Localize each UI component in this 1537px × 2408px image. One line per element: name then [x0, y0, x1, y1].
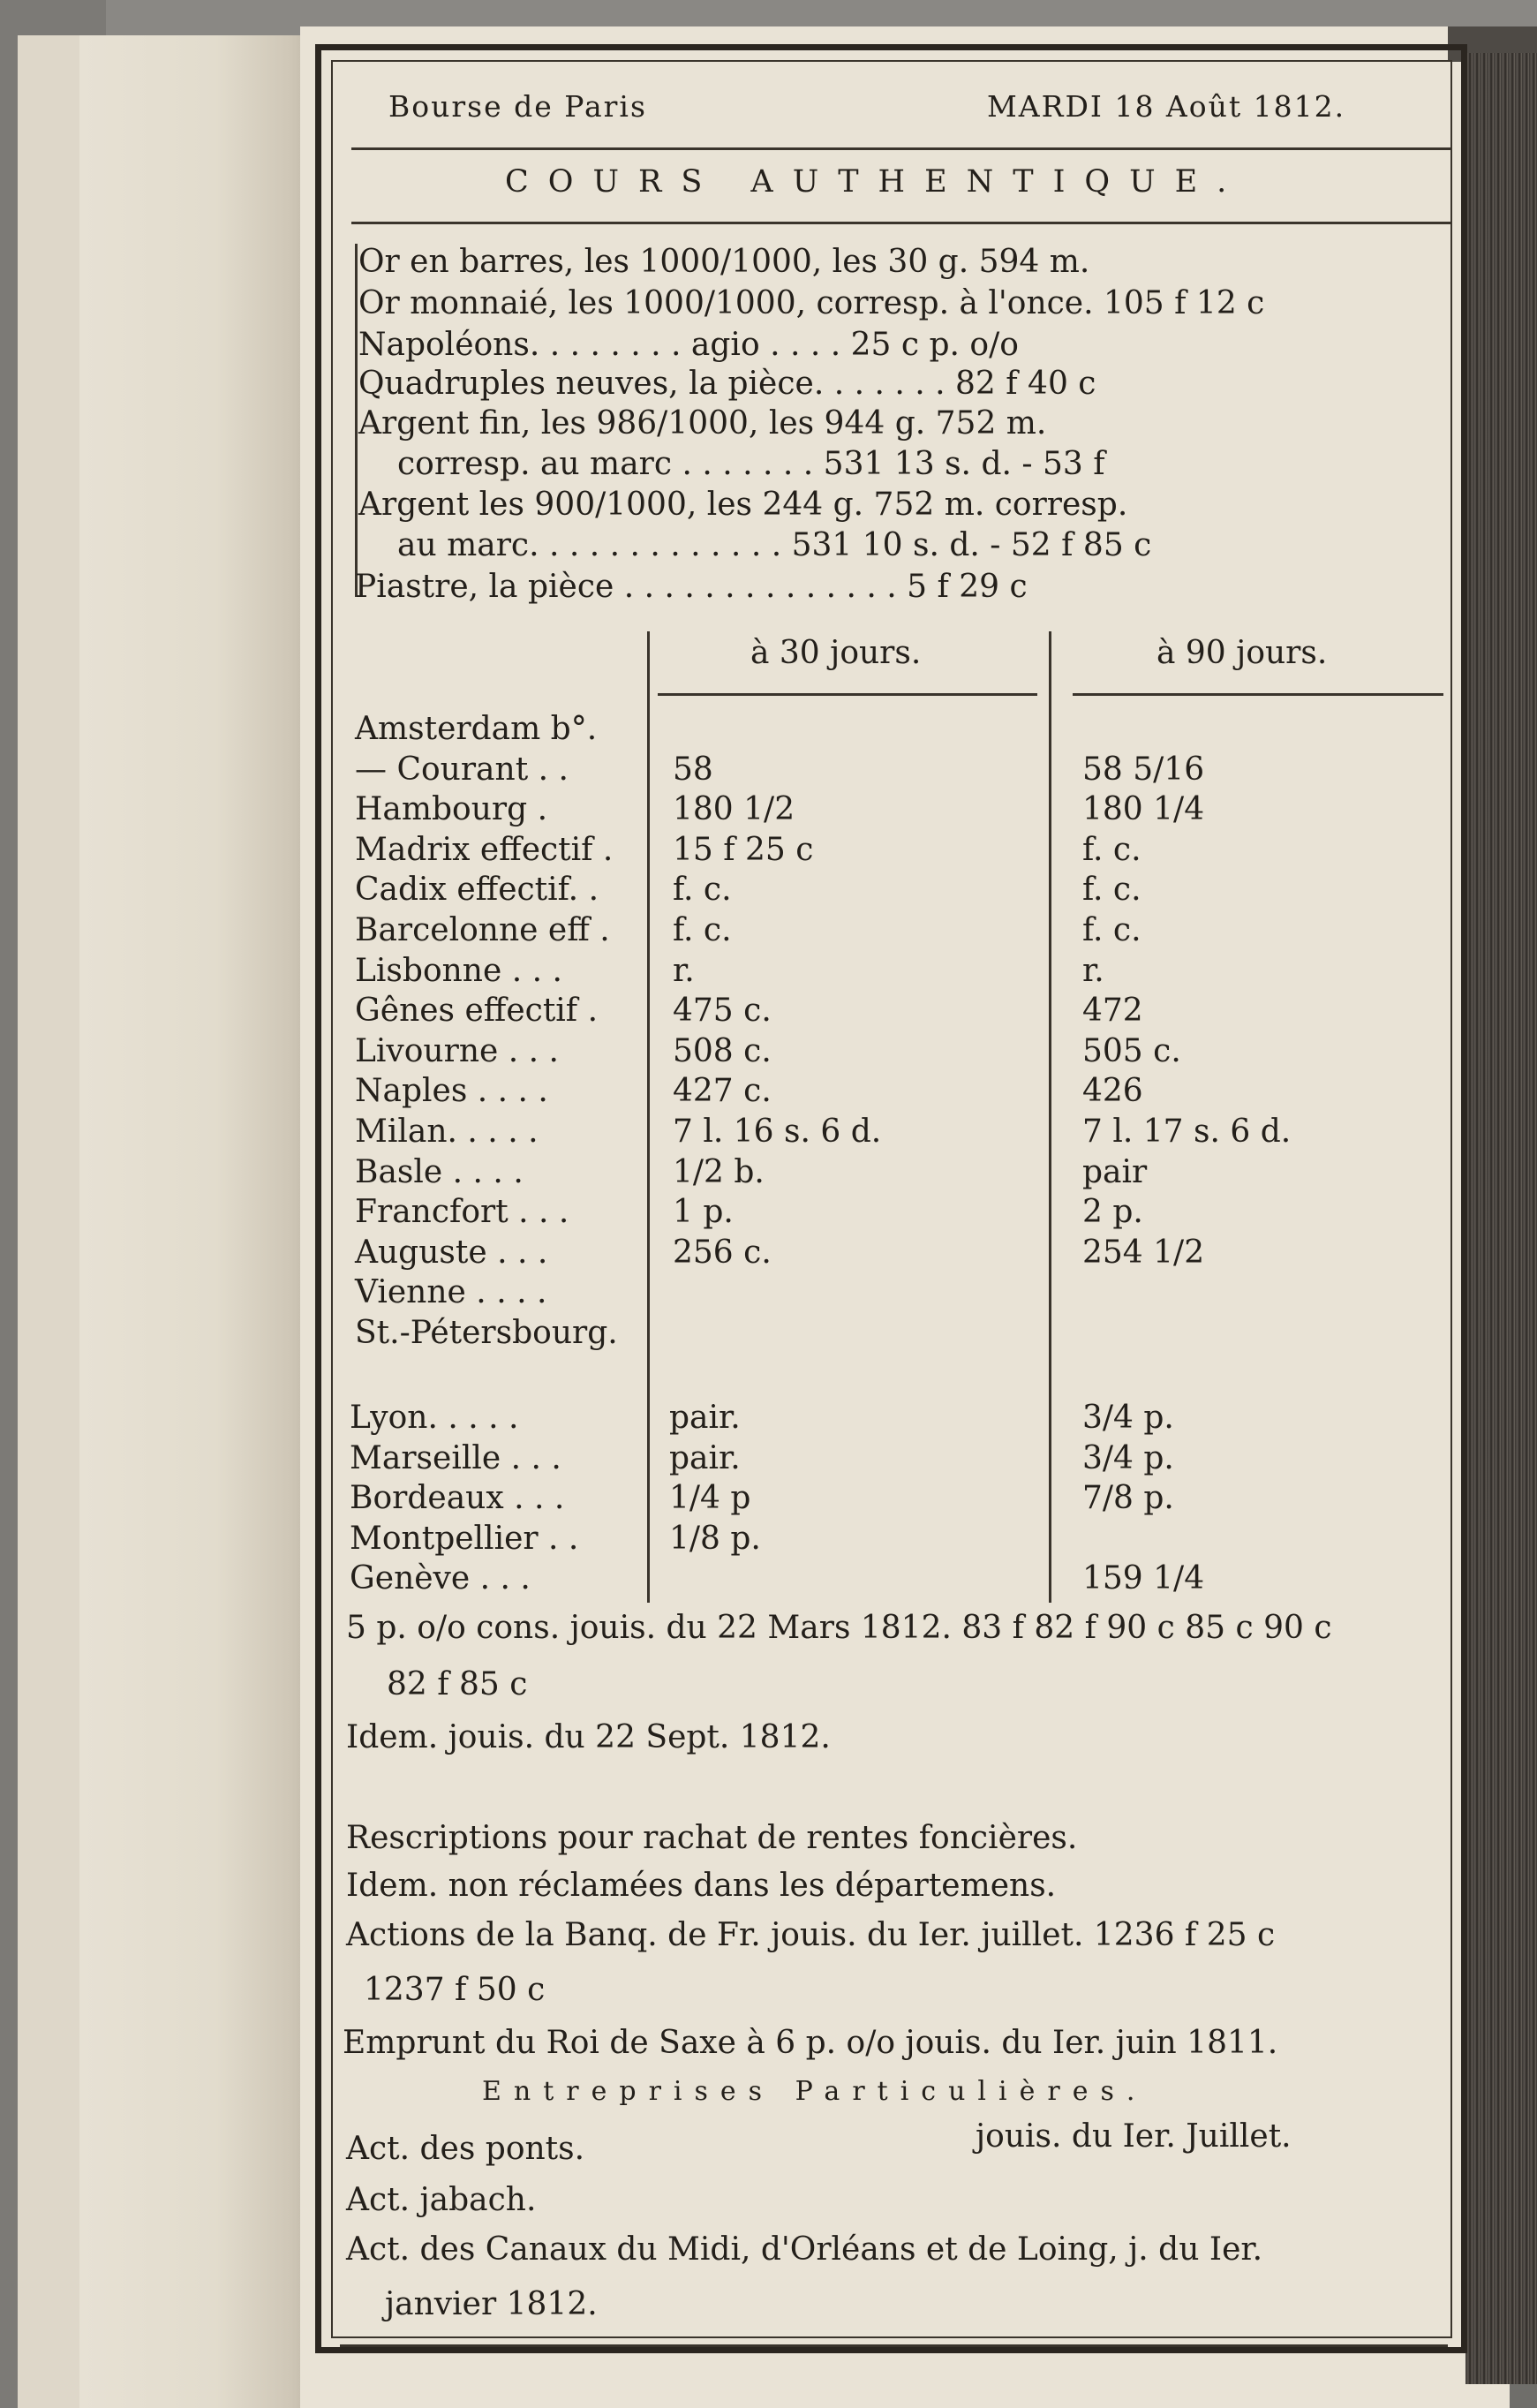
domestic-value-30: 1/4 p [669, 1480, 751, 1516]
metal-line: Or en barres, les 1000/1000, les 30 g. 594 m. [358, 244, 1090, 280]
exchange-city: Livourne . . . [355, 1033, 559, 1069]
enterprise-line: Act. des Canaux du Midi, d'Orléans et de Loing, j. du Ier. [346, 2231, 1263, 2268]
exchange-value-90: f. c. [1082, 832, 1141, 868]
title-rule [351, 222, 1450, 224]
page-title: COURS AUTHENTIQUE. [505, 164, 1247, 200]
header-rule [351, 147, 1450, 150]
domestic-city: Marseille . . . [350, 1440, 561, 1476]
exchange-value-30: 180 1/2 [673, 791, 795, 827]
exchange-value-90: 254 1/2 [1082, 1234, 1205, 1271]
exchange-city: Naples . . . . [355, 1073, 548, 1109]
exchange-value-90: r. [1082, 953, 1104, 989]
metal-line: au marc. . . . . . . . . . . . . 531 10 s. d. - 52 f 85 c [397, 527, 1152, 563]
exchange-value-30: 427 c. [673, 1073, 772, 1109]
page-stack [1465, 53, 1537, 2384]
book-gutter [79, 35, 327, 2408]
exchange-value-90: f. c. [1082, 912, 1141, 948]
domestic-value-90: 159 1/4 [1082, 1560, 1205, 1597]
column-header-30: à 30 jours. [750, 635, 922, 671]
domestic-value-30: 1/8 p. [669, 1521, 761, 1557]
column-rule-90 [1073, 693, 1443, 696]
exchange-city: Lisbonne . . . [355, 953, 562, 989]
exchange-value-90: 505 c. [1082, 1033, 1181, 1069]
exchange-value-90: 7 l. 17 s. 6 d. [1082, 1113, 1292, 1150]
exchange-value-30: f. c. [673, 872, 732, 908]
exchange-city: Hambourg . [355, 791, 548, 827]
metal-line: Argent fin, les 986/1000, les 944 g. 752 m. [358, 405, 1047, 442]
exchange-value-30: 15 f 25 c [673, 832, 814, 868]
enterprise-line: Act. jabach. [346, 2182, 537, 2218]
fund-line: 5 p. o/o cons. jouis. du 22 Mars 1812. 83 f 82 f 90 c 85 c 90 c [346, 1610, 1332, 1646]
fund-line: Rescriptions pour rachat de rentes foncières. [346, 1820, 1078, 1856]
metal-line: Or monnaié, les 1000/1000, corresp. à l'once. 105 f 12 c [358, 285, 1265, 321]
domestic-value-30: pair. [669, 1400, 741, 1436]
table-divider-1 [647, 631, 650, 1603]
exchange-city: St.-Pétersbourg. [355, 1315, 618, 1351]
exchange-value-30: r. [673, 953, 695, 989]
exchange-value-90: pair [1082, 1154, 1148, 1190]
domestic-city: Genève . . . [350, 1560, 531, 1597]
metal-line: Argent les 900/1000, les 244 g. 752 m. corresp. [358, 487, 1128, 523]
exchange-city: Cadix effectif. . [355, 872, 599, 908]
domestic-city: Lyon. . . . . [350, 1400, 519, 1436]
fund-line: Idem. jouis. du 22 Sept. 1812. [346, 1719, 831, 1755]
exchange-city: Vienne . . . . [355, 1274, 547, 1310]
domestic-value-90: 7/8 p. [1082, 1480, 1174, 1516]
exchange-city: Amsterdam b°. [355, 711, 598, 747]
exchange-value-30: 508 c. [673, 1033, 772, 1069]
exchange-value-30: 7 l. 16 s. 6 d. [673, 1113, 882, 1150]
metal-line: corresp. au marc . . . . . . . 531 13 s. d. - 53 f [397, 446, 1105, 482]
exchange-city: Francfort . . . [355, 1194, 569, 1230]
fund-line: 82 f 85 c [387, 1666, 528, 1702]
domestic-city: Bordeaux . . . [350, 1480, 565, 1516]
exchange-value-90: 2 p. [1082, 1194, 1143, 1230]
exchange-value-30: f. c. [673, 912, 732, 948]
exchange-value-30: 256 c. [673, 1234, 772, 1271]
exchange-value-90: 472 [1082, 993, 1143, 1029]
exchange-city: Gênes effectif . [355, 993, 599, 1029]
metal-line: Quadruples neuves, la pièce. . . . . . . 82 f 40 c [358, 366, 1096, 402]
exchange-city: Basle . . . . [355, 1154, 524, 1190]
fund-line: Idem. non réclamées dans les départemens. [346, 1868, 1057, 1904]
enterprise-line: Act. des ponts. [346, 2131, 585, 2167]
fund-line: Actions de la Banq. de Fr. jouis. du Ier. juillet. 1236 f 25 c [346, 1917, 1276, 1953]
exchange-value-30: 1/2 b. [673, 1154, 765, 1190]
exchange-value-90: 426 [1082, 1073, 1143, 1109]
header-right: MARDI 18 Août 1812. [987, 89, 1346, 124]
exchange-value-90: f. c. [1082, 872, 1141, 908]
exchange-value-90: 58 5/16 [1082, 751, 1205, 788]
exchange-city: Madrix effectif . [355, 832, 614, 868]
bottom-rule [340, 2344, 1448, 2347]
domestic-value-30: pair. [669, 1440, 741, 1476]
exchange-value-30: 58 [673, 751, 713, 788]
exchange-city: — Courant . . [355, 751, 569, 788]
exchange-city: Auguste . . . [355, 1234, 548, 1271]
column-rule-30 [658, 693, 1037, 696]
domestic-value-90: 3/4 p. [1082, 1400, 1174, 1436]
exchange-city: Milan. . . . . [355, 1113, 539, 1150]
exchange-value-90: 180 1/4 [1082, 791, 1205, 827]
enterprises-title: Entreprises Particulières. [482, 2076, 1148, 2107]
domestic-value-90: 3/4 p. [1082, 1440, 1174, 1476]
fund-line: Emprunt du Roi de Saxe à 6 p. o/o jouis. du Ier. juin 1811. [343, 2025, 1278, 2061]
enterprise-line-right: jouis. du Ier. Juillet. [976, 2118, 1292, 2155]
exchange-value-30: 1 p. [673, 1194, 734, 1230]
metals-margin-line [355, 244, 358, 597]
column-header-90: à 90 jours. [1157, 635, 1328, 671]
exchange-city: Barcelonne eff . [355, 912, 610, 948]
metal-line: Napoléons. . . . . . . . agio . . . . 25 c p. o/o [358, 327, 1019, 363]
table-divider-2 [1049, 631, 1051, 1603]
enterprise-line: janvier 1812. [385, 2286, 598, 2322]
domestic-city: Montpellier . . [350, 1521, 579, 1557]
exchange-value-30: 475 c. [673, 993, 772, 1029]
header-left: Bourse de Paris [388, 89, 647, 124]
fund-line: 1237 f 50 c [364, 1972, 546, 2008]
metal-line: Piastre, la pièce . . . . . . . . . . . . . . 5 f 29 c [355, 569, 1028, 605]
